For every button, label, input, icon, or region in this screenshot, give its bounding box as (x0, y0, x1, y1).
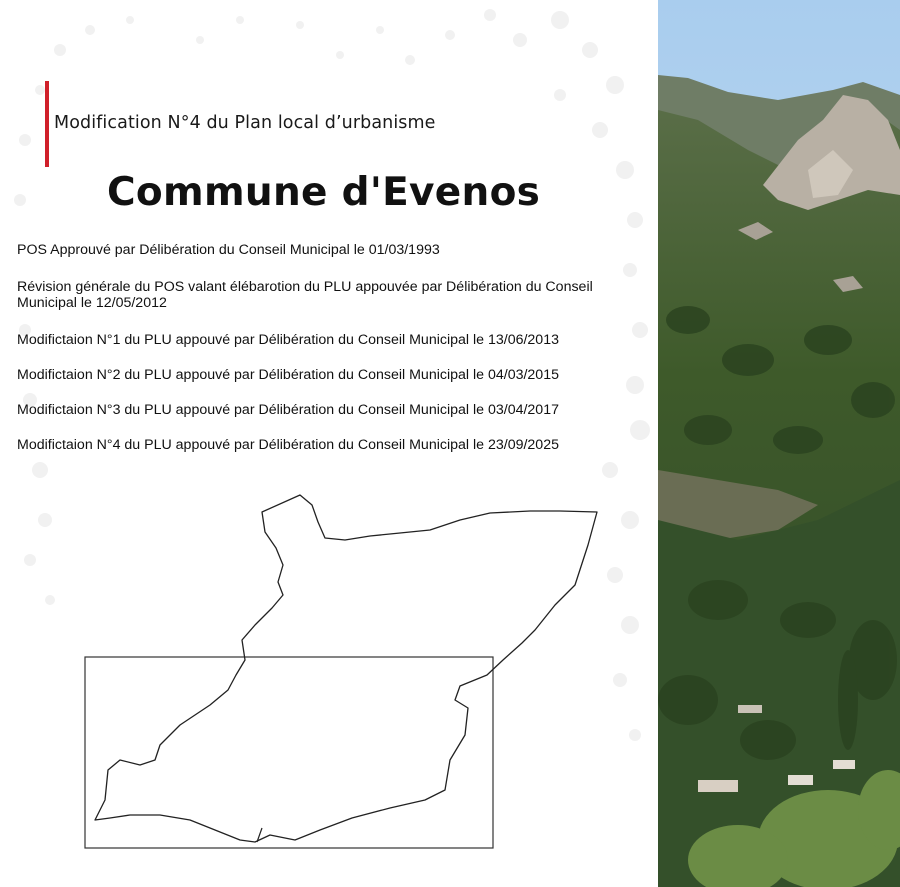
history-item: POS Approuvé par Délibération du Conseil Municipal le 01/03/1993 (17, 242, 440, 258)
commune-map (80, 490, 605, 855)
history-item: Modifictaion N°2 du PLU appouvé par Délibération du Conseil Municipal le 04/03/2015 (17, 367, 559, 383)
document-subtitle: Modification N°4 du Plan local d’urbanisme (54, 113, 436, 133)
commune-boundary (95, 495, 597, 842)
history-item: Révision générale du POS valant élébarotion du PLU appouvée par Délibération du Conseil Municipal le 12/05/2012 (17, 279, 593, 311)
history-item: Modifictaion N°3 du PLU appouvé par Délibération du Conseil Municipal le 03/04/2017 (17, 402, 559, 418)
history-item: Modifictaion N°4 du PLU appouvé par Délibération du Conseil Municipal le 23/09/2025 (17, 437, 559, 453)
map-zoom-frame (85, 657, 493, 848)
landscape-photo (658, 0, 900, 887)
accent-bar (45, 81, 49, 167)
history-item: Modifictaion N°1 du PLU appouvé par Délibération du Conseil Municipal le 13/06/2013 (17, 332, 559, 348)
page-title: Commune d'Evenos (107, 170, 541, 215)
